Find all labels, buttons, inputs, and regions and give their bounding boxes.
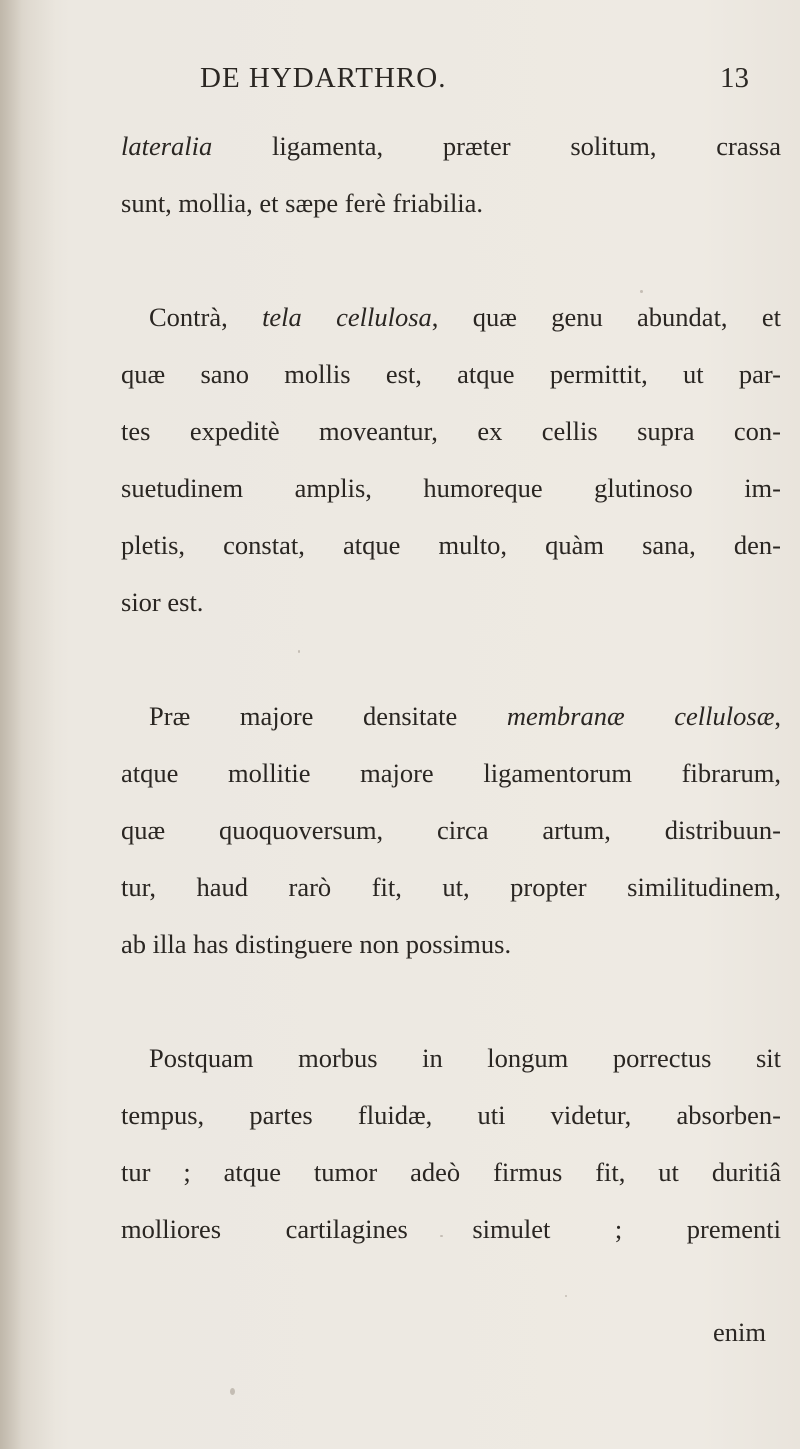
- text-line: sunt, mollia, et sæpe ferè friabilia.: [121, 188, 484, 218]
- paragraph-4: [121, 1030, 781, 1258]
- text-line: tur ; atque tumor adeò firmus fit, ut duritiâ: [121, 1157, 781, 1187]
- running-title: DE HYDARTHRO.: [200, 62, 447, 94]
- text-line: sior est.: [121, 587, 204, 617]
- text-line: tempus, partes fluidæ, uti videtur, absorben-: [121, 1100, 781, 1130]
- text-line: ab illa has distinguere non possimus.: [121, 929, 512, 959]
- catchword: enim: [713, 1317, 766, 1347]
- text-line: lateralia ligamenta, præter solitum, crassa: [121, 131, 781, 161]
- text-line: quæ sano mollis est, atque permittit, ut par-: [121, 359, 781, 389]
- text-line: molliores cartilagines simulet ; prementi: [121, 1214, 781, 1244]
- text-line: Postquam morbus in longum porrectus sit: [149, 1043, 781, 1073]
- paragraph-2: [121, 289, 781, 631]
- page-header: [0, 62, 800, 102]
- paper-speck: [440, 1235, 443, 1237]
- text-line: pletis, constat, atque multo, quàm sana, den-: [121, 530, 781, 560]
- text-line: quæ quoquoversum, circa artum, distribuun-: [121, 815, 781, 845]
- text-line: Contrà, tela cellulosa, quæ genu abundat, et: [149, 302, 781, 332]
- spine-shadow: [0, 0, 55, 1449]
- paper-speck: [230, 1388, 235, 1395]
- page-number: 13: [720, 62, 749, 94]
- text-line: Præ majore densitate membranæ cellulosæ,: [149, 701, 781, 731]
- paper-speck: [298, 650, 300, 653]
- paragraph-1: [121, 118, 781, 232]
- text-line: atque mollitie majore ligamentorum fibrarum,: [121, 758, 781, 788]
- text-line: tur, haud rarò fit, ut, propter similitudinem,: [121, 872, 781, 902]
- paper-speck: [565, 1295, 567, 1297]
- paragraph-3: [121, 688, 781, 973]
- paper-speck: [640, 290, 643, 293]
- body-text: [121, 118, 781, 1315]
- text-line: suetudinem amplis, humoreque glutinoso im-: [121, 473, 781, 503]
- text-line: tes expeditè moveantur, ex cellis supra con-: [121, 416, 781, 446]
